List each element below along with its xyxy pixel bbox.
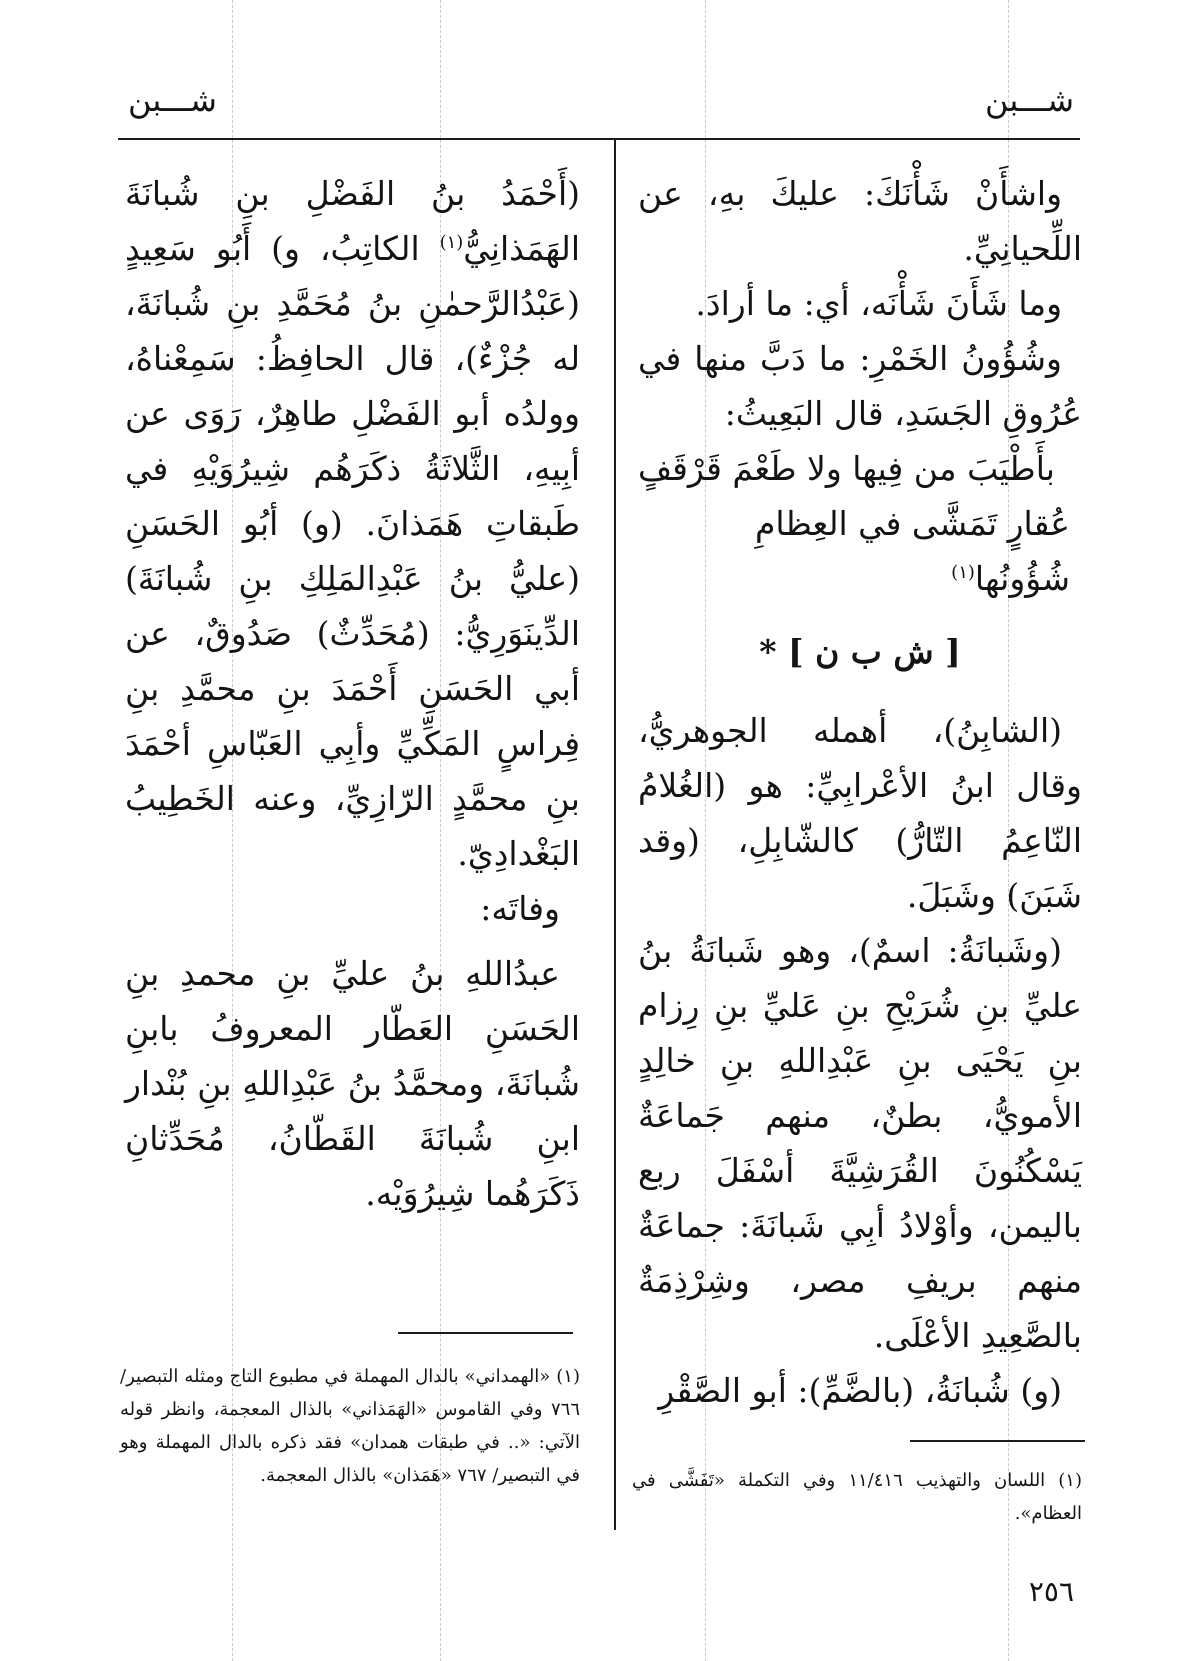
column-divider [614,140,616,1530]
footnote-left: (١) «الهمداني» بالدال المهملة في مطبوع التاج ومثله التبصير/٧٦٦ وفي القاموس «الهَمَذاني» بالذال المعجمة، وانظر قوله الآتي: «.. في طبقات همدان» فقد ذكره بالدال المهملة وهو في التبصير/ ٧٦٧ «هَمَذان» بالذال المعجمة. [120,1366,580,1486]
paragraph: وفاتَه: [480,889,560,928]
paragraph: عبدُاللهِ بنُ عليِّ بنِ محمدِ بنِ الحَسَنِ العَطّار المعروفُ بابنِ شُبانَةَ، ومحمَّدُ بنُ عَبْدِاللهِ بنِ بُنْدار ابنِ شُبانَةَ القَطّانُ، مُحَدِّثانِ ذَكَرَهُما شِيرُوَيْه. [125,954,580,1213]
right-column [638,166,1082,1418]
paragraph: (و) شُبانَةُ، (بالضَّمِّ): أبو الصَّقْرِ [658,1371,1062,1410]
paragraph: وشُؤُونُ الخَمْرِ: ما دَبَّ منها في عُرُوقِ الجَسَدِ، قال البَعِيثُ: [638,339,1082,433]
entry-heading: [ ش ب ن ] * [759,632,961,671]
poem-hemistich-first: بأَطْيَبَ من فِيها ولا طَعْمَ قَرْقَفٍ [638,449,1055,488]
footnote-reference: (١) [439,232,464,253]
paragraph: (وشَبانَةُ: اسمٌ)، وهو شَبانَةُ بنُ عليِّ بنِ شُرَيْحِ بنِ عَليِّ بنِ رِزام بنِ يَحْيَى بنِ عَبْدِاللهِ بنِ خالِدٍ الأمويُّ، بطنٌ، منهم جَماعَةٌ يَسْكُنُونَ القُرَشِيَّةَ أسْفَلَ ربع باليمن، وأوْلادُ أبِي شَبانَةَ: جماعَةٌ منهم بريفِ مصر، وشِرْذِمَةٌ بالصَّعِيدِ الأعْلَى. [638,931,1082,1355]
paragraph: (الشابِنُ)، أهمله الجوهريُّ، وقال ابنُ الأعْرابِيِّ: هو (الغُلامُ النّاعِمُ التّارُّ) كالشّابِلِ، (وقد شَبَنَ) وشَبَلَ. [638,711,1082,915]
paragraph [125,166,580,881]
footnote-right: (١) اللسان والتهذيب ١١/٤١٦ وفي التكملة «تَفَشَّى في العظام». [632,1470,1082,1524]
running-head-right: شـــبن [985,81,1074,119]
paragraph: وما شَأَنَ شَأْنَه، أي: ما أرادَ. [695,284,1062,323]
poem-hemistich-second-text: عُقارٍ تَمَشَّى في العِظامِ شُؤُونُها [754,504,1070,598]
footnote-rule [398,1332,573,1334]
poem-hemistich-second [638,496,1082,606]
paragraph-text: (أَحْمَدُ بنُ الفَضْلِ بنِ شُبانَةَ الهَمَذانِيُّ [125,174,580,268]
page-number: ٢٥٦ [1028,1575,1074,1608]
running-head-left: شـــبن [128,81,217,119]
footnote-rule [910,1440,1085,1442]
footnote-reference: (١) [951,562,975,583]
paragraph-text: الكاتِبُ، و) أَبُو سَعِيدٍ (عَبْدُالرَّحمٰنِ بنُ مُحَمَّدِ بنِ شُبانَةَ، له جُزْءٌ)، قال الحافِظُ: سَمِعْناهُ، وولدُه أبو الفَضْلِ طاهِرٌ، رَوَى عن أبِيهِ، الثَّلاثَةُ ذكَرَهُم شِيرُوَيْهِ في طَبقاتِ هَمَذانَ. (و) أبُو الحَسَنِ (عليُّ بنُ عَبْدِالمَلِكِ بنِ شُبانَةَ) الدِّينَوَرِيُّ: (مُحَدِّثٌ) صَدُوقٌ، عن أبي الحَسَنِ أَحْمَدَ بنِ محمَّدِ بنِ فِراسٍ المَكِّيِّ وأبِي العَبّاسِ أحْمَدَ بنِ محمَّدٍ الرّازِيِّ، وعنه الخَطِيبُ البَغْدادِيّ. [125,229,580,873]
paragraph: واشأَنْ شَأْنَكَ: عليكَ بهِ، عن اللِّحيانِيِّ. [638,174,1082,268]
left-column [125,166,580,1221]
header-rule [118,138,1080,140]
poem-verse [638,441,1082,606]
